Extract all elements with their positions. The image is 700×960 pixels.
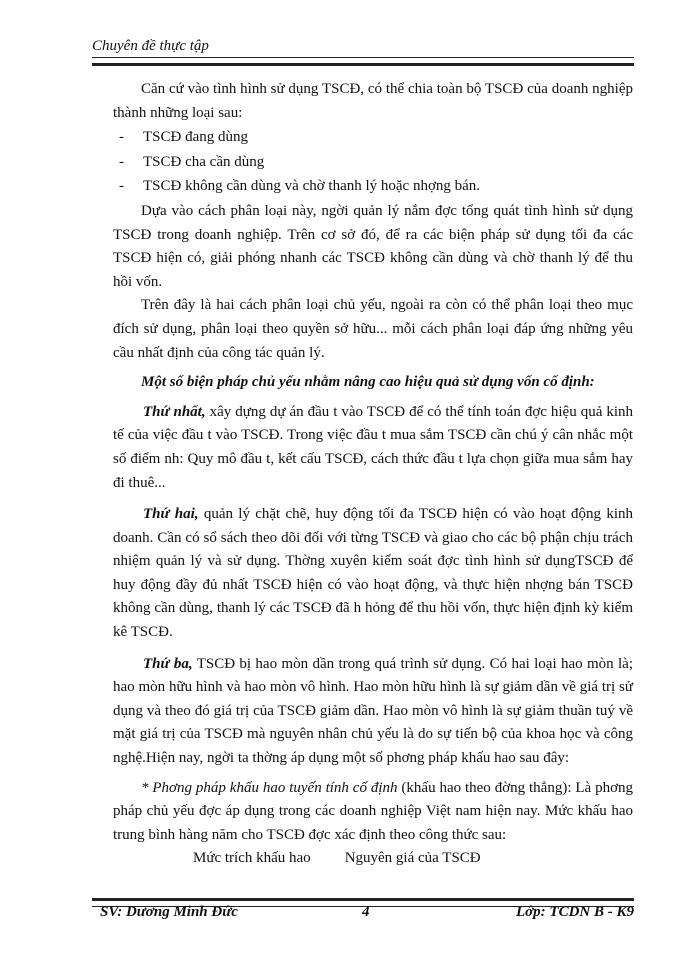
method-name: * Phơng pháp khấu hao tuyến tính cố định	[141, 779, 398, 796]
paragraph-first-measure	[113, 401, 633, 495]
paragraph-second-text: quản lý chặt chẽ, huy động tối đa TSCĐ hiện có vào hoạt động kinh doanh. Cần có sổ sách theo dõi đối với từng TSCĐ và giao cho các bộ phận chịu trách nhiệm quản lý và sử dụng. Thờng xuyên kiểm soát đợc tình hình sử dụngTSCĐ để huy động đầy đủ nhất TSCĐ hiện có vào hoạt động, và thực hiện nhợng bán TSCĐ không cần dùng, thanh lý các TSCĐ đã h hỏng để thu hồi vốn, thực hiện định kỳ kiểm kê TSCĐ.	[113, 506, 633, 641]
page-number: 4	[362, 904, 370, 920]
paragraph-third-measure	[113, 653, 633, 771]
paragraph-second-measure	[113, 503, 633, 645]
list-item: - TSCĐ đang dùng	[113, 126, 633, 150]
document-body	[113, 78, 633, 871]
list-item: - TSCĐ không cần dùng và chờ thanh lý hoặc nhợng bán.	[113, 175, 633, 199]
paragraph-intro: Căn cứ vào tình hình sử dụng TSCĐ, có thể chia toàn bộ TSCĐ của doanh nghiệp thành những loại sau:	[113, 81, 633, 121]
formula-left: Mức trích khấu hao	[193, 850, 311, 867]
formula-right: Nguyên giá của TSCĐ	[344, 850, 481, 867]
page-header-title: Chuyên đề thực tập	[92, 38, 209, 54]
paragraph-classification: Dựa vào cách phân loại này, ngời quản lý nắm đợc tổng quát tình hình sử dụng TSCĐ trong doanh nghiệp. Trên cơ sở đó, để ra các biện pháp sử dụng tối đa các TSCĐ hiện có, giải phóng nhanh các TSCĐ không cần dùng và chờ thanh lý để thu hồi vốn.	[113, 202, 633, 290]
paragraph-depreciation-method	[113, 777, 633, 848]
paragraph-first-text: xây dựng dự án đầu t vào TSCĐ để có thể tính toán đợc hiệu quả kinh tế của việc đầu t vào TSCĐ. Trong việc đầu t mua sắm TSCĐ cần chú ý cân nhắc một số điểm nh: Quy mô đầu t, kết cấu TSCĐ, cách thức đầu t lựa chọn giữa mua sắm hay đi thuê...	[113, 403, 634, 491]
list-item: - TSCĐ cha cần dùng	[113, 151, 633, 175]
lead-second: Thứ hai,	[143, 506, 199, 523]
lead-third: Thứ ba,	[143, 655, 193, 672]
paragraph-summary: Trên đây là hai cách phân loại chủ yếu, ngoài ra còn có thể phân loại theo mục đích sử dụng, phân loại theo quyền sở hữu... mỗi cách phân loại đáp ứng những yêu cầu nhất định của công tác quản lý.	[113, 297, 633, 361]
footer-student: SV: Dương Minh Đức	[100, 904, 238, 920]
method-description: (khấu hao theo đờng thẳng): Là phơng pháp chủ yếu đợc áp dụng trong các doanh nghiệp Việt nam hiện nay. Mức khấu hao trung bình hàng năm cho TSCĐ đợc xác định theo công thức sau:	[113, 779, 634, 843]
page-footer	[100, 904, 634, 924]
footer-class: Lớp: TCDN B - K9	[515, 904, 634, 920]
paragraph-third-text: TSCĐ bị hao mòn dần trong quá trình sử dụng. Có hai loại hao mòn là; hao mòn hữu hình và hao mòn vô hình. Hao mòn hữu hình là sự giảm dần về giá trị sử dụng và theo đó giá trị của TSCĐ giảm dần. Hao mòn vô hình là sự giảm thuần tuý về mặt giá trị của TSCĐ mà nguyên nhân chủ yếu là do sự tiến bộ của khoa học và công nghệ.Hiện nay, ngời ta thờng áp dụng một số phơng pháp khấu hao sau đây:	[113, 655, 634, 767]
lead-first: Thứ nhất,	[143, 403, 206, 420]
formula-line	[113, 847, 633, 871]
section-heading: Một số biện pháp chủ yếu nhằm nâng cao hiệu quả sử dụng vốn cố định:	[141, 374, 595, 391]
header-divider	[92, 57, 634, 66]
